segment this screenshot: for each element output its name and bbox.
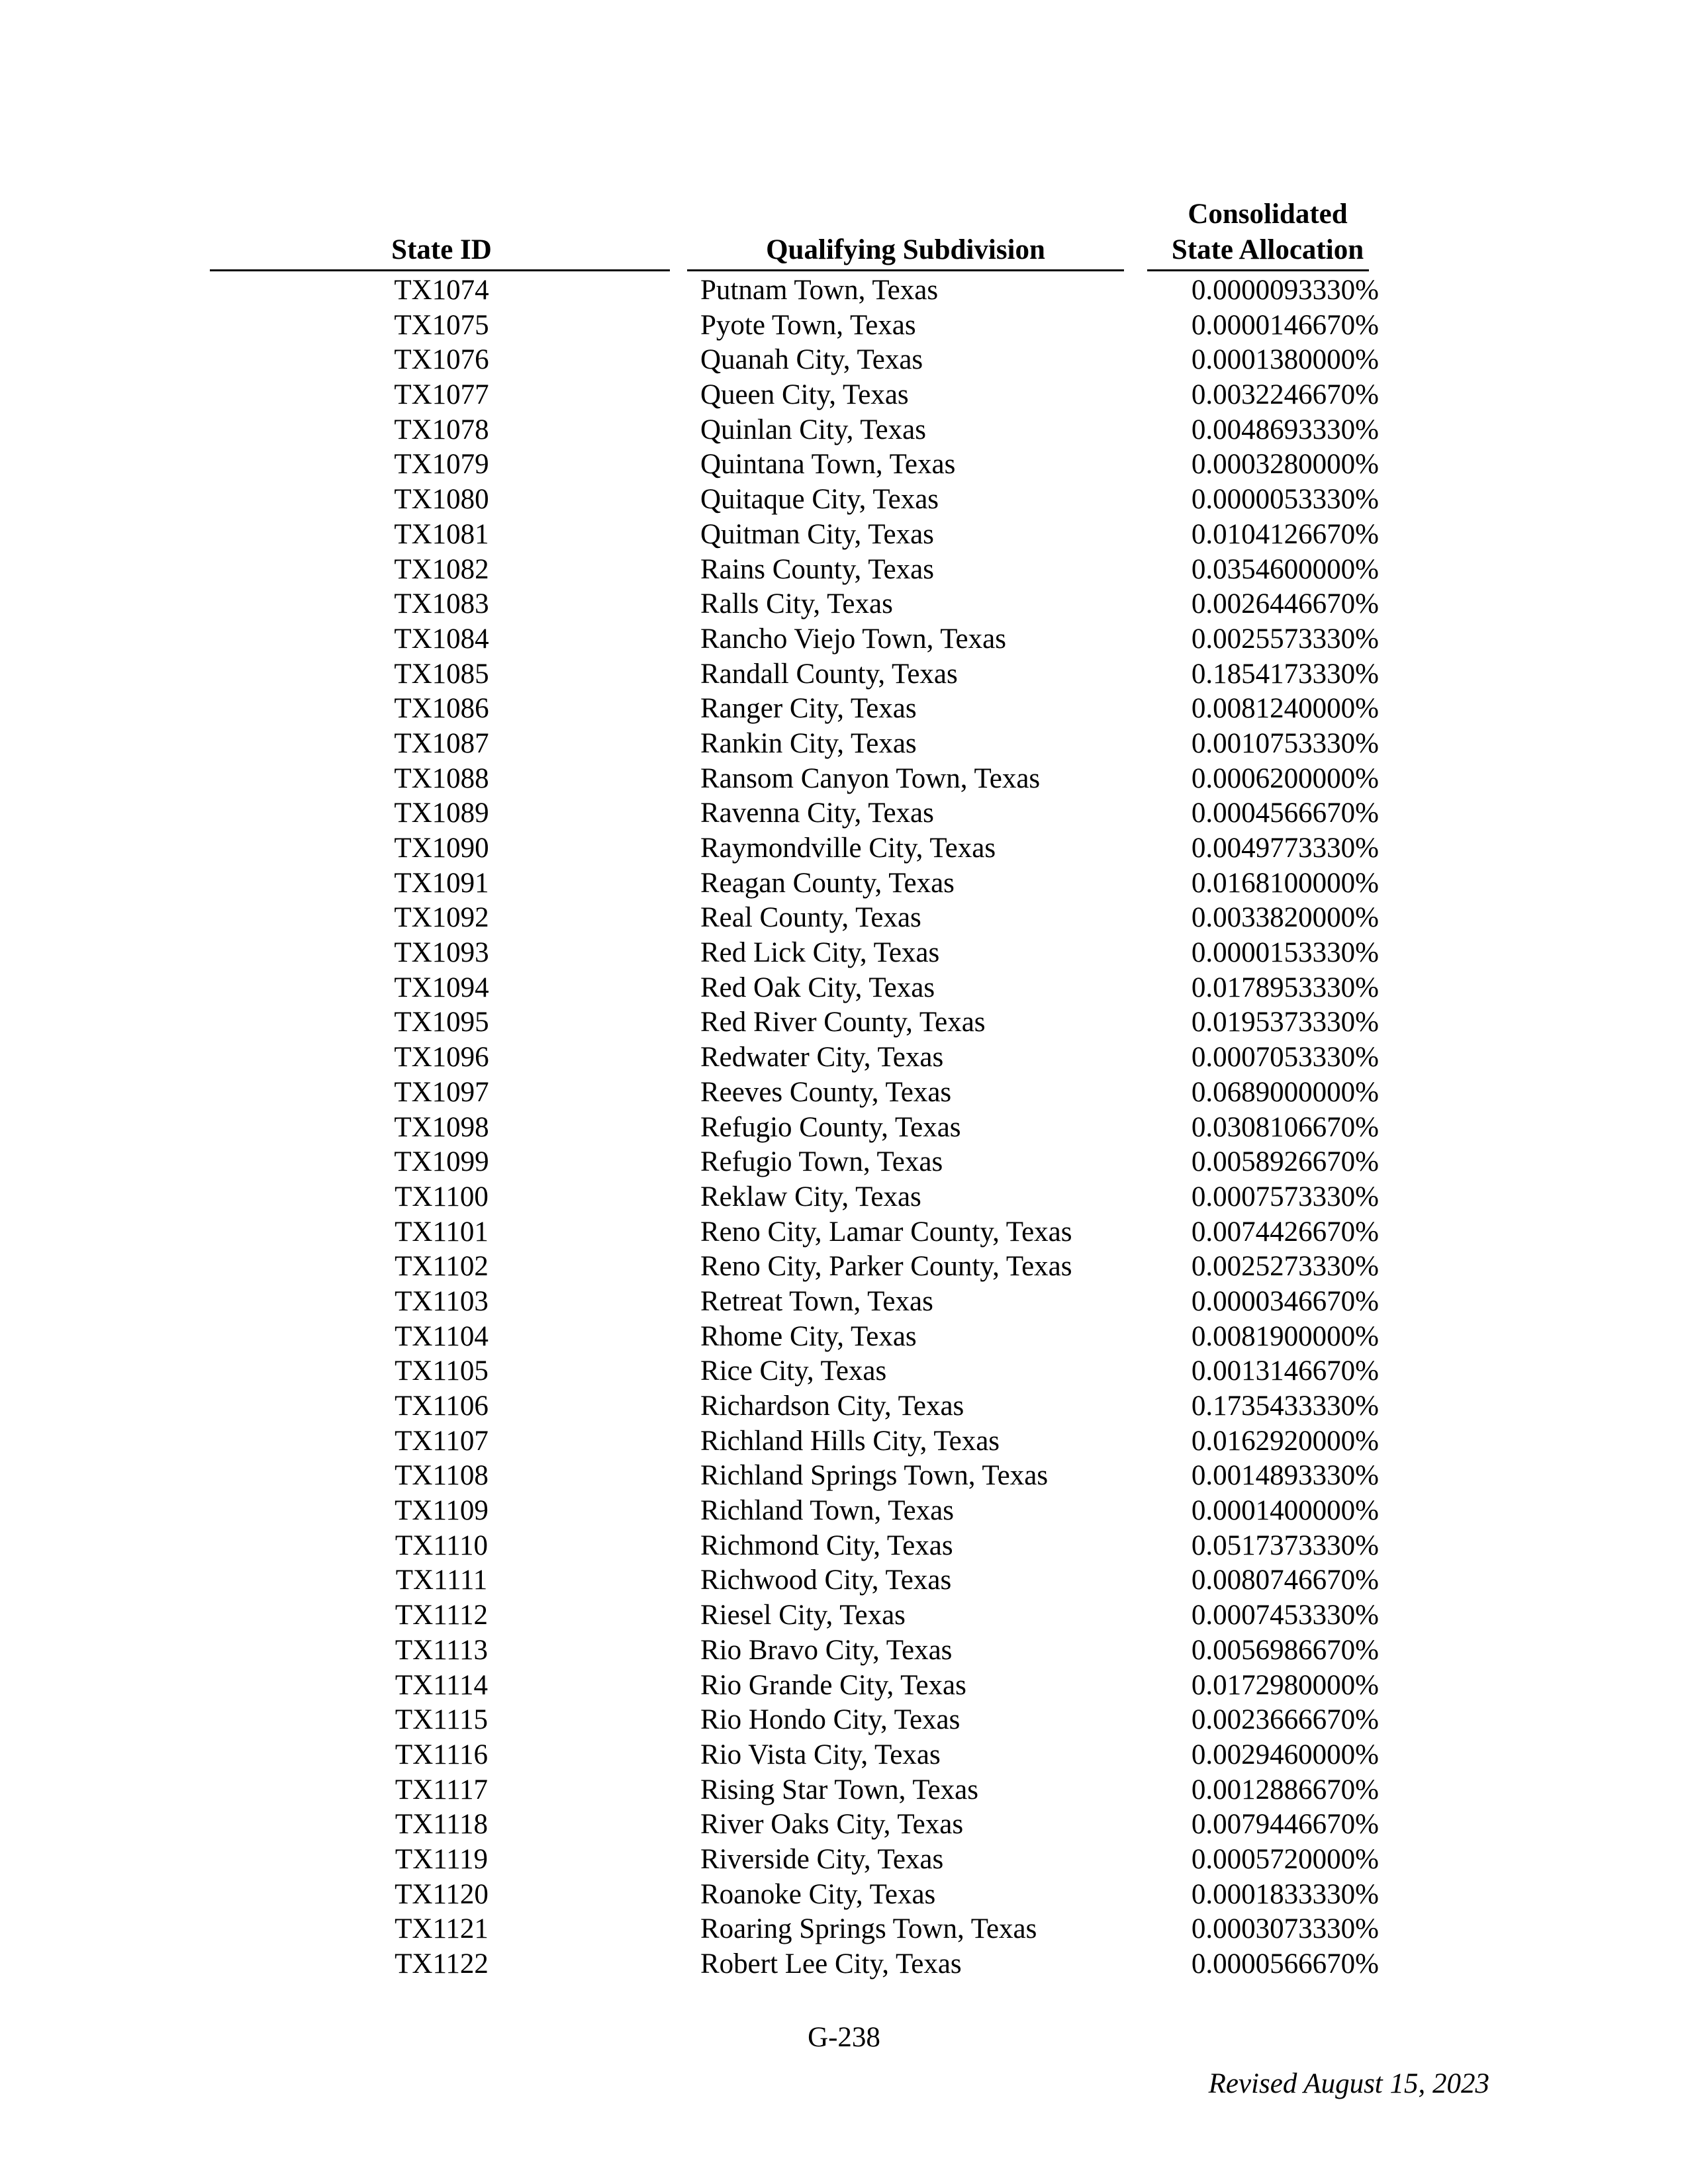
- table-row: [0, 553, 1688, 588]
- subdivision-cell: Rio Grande City, Texas: [700, 1669, 966, 1701]
- allocation-cell: 0.0007453330%: [1191, 1600, 1379, 1631]
- table-row: [0, 343, 1688, 378]
- state-id-cell: TX1081: [394, 518, 489, 550]
- subdivision-cell: Quintana Town, Texas: [700, 449, 956, 480]
- allocation-cell: 0.0000346670%: [1191, 1285, 1379, 1317]
- subdivision-cell: Rankin City, Texas: [700, 727, 917, 759]
- allocation-cell: 0.0162920000%: [1191, 1425, 1379, 1457]
- state-id-cell: TX1096: [394, 1042, 489, 1073]
- allocation-cell: 0.0049773330%: [1191, 833, 1379, 864]
- allocation-cell: 0.0178953330%: [1191, 972, 1379, 1003]
- table-row: [0, 1529, 1688, 1564]
- subdivision-cell: Richland Hills City, Texas: [700, 1425, 1000, 1457]
- state-id-cell: TX1088: [394, 762, 489, 794]
- table-row: [0, 1633, 1688, 1668]
- header-rule-allocation: [1147, 269, 1369, 271]
- subdivision-cell: Redwater City, Texas: [700, 1042, 944, 1073]
- subdivision-cell: Rancho Viejo Town, Texas: [700, 623, 1006, 655]
- subdivision-cell: Putnam Town, Texas: [700, 275, 939, 306]
- allocation-cell: 0.0003280000%: [1191, 449, 1379, 480]
- allocation-cell: 0.0001380000%: [1191, 344, 1379, 376]
- allocation-cell: 0.0007053330%: [1191, 1042, 1379, 1073]
- subdivision-cell: Rice City, Texas: [700, 1355, 887, 1387]
- subdivision-cell: Ranger City, Texas: [700, 693, 917, 725]
- state-id-cell: TX1099: [394, 1146, 489, 1178]
- state-id-cell: TX1083: [394, 588, 489, 620]
- allocation-cell: 0.0308106670%: [1191, 1111, 1379, 1143]
- subdivision-cell: Riverside City, Texas: [700, 1843, 944, 1875]
- allocation-cell: 0.0013146670%: [1191, 1355, 1379, 1387]
- table-row: [0, 1180, 1688, 1215]
- subdivision-cell: Rio Hondo City, Texas: [700, 1704, 961, 1736]
- state-id-cell: TX1106: [395, 1390, 489, 1422]
- allocation-cell: 0.0354600000%: [1191, 553, 1379, 585]
- state-id-cell: TX1078: [394, 414, 489, 445]
- header-qualifying-subdivision: Qualifying Subdivision: [766, 234, 1045, 265]
- subdivision-cell: Quitman City, Texas: [700, 518, 934, 550]
- state-id-cell: TX1120: [395, 1878, 489, 1910]
- subdivision-cell: Refugio County, Texas: [700, 1111, 961, 1143]
- state-id-cell: TX1090: [394, 833, 489, 864]
- table-row: [0, 413, 1688, 448]
- table-row: [0, 1424, 1688, 1459]
- table-row: [0, 1494, 1688, 1529]
- table-row: [0, 1843, 1688, 1878]
- table-row: [0, 971, 1688, 1006]
- allocation-cell: 0.0104126670%: [1191, 518, 1379, 550]
- subdivision-cell: Reeves County, Texas: [700, 1076, 952, 1108]
- table-row: [0, 1389, 1688, 1424]
- state-id-cell: TX1122: [395, 1948, 489, 1979]
- state-id-cell: TX1110: [395, 1529, 489, 1561]
- state-id-cell: TX1085: [394, 658, 489, 690]
- allocation-cell: 0.0081240000%: [1191, 693, 1379, 725]
- state-id-cell: TX1074: [394, 275, 489, 306]
- subdivision-cell: Pyote Town, Texas: [700, 309, 916, 341]
- allocation-cell: 0.1735433330%: [1191, 1390, 1379, 1422]
- allocation-cell: 0.0168100000%: [1191, 867, 1379, 899]
- revised-date: Revised August 15, 2023: [1208, 2068, 1489, 2099]
- state-id-cell: TX1119: [395, 1843, 489, 1875]
- subdivision-cell: Reno City, Lamar County, Texas: [700, 1216, 1072, 1248]
- allocation-cell: 0.0005720000%: [1191, 1843, 1379, 1875]
- subdivision-cell: Raymondville City, Texas: [700, 833, 996, 864]
- state-id-cell: TX1118: [395, 1809, 489, 1841]
- header-allocation-line2: State Allocation: [1171, 234, 1364, 265]
- table-row: [0, 1912, 1688, 1947]
- subdivision-cell: Richardson City, Texas: [700, 1390, 964, 1422]
- subdivision-cell: Red River County, Texas: [700, 1007, 986, 1038]
- allocation-cell: 0.0026446670%: [1191, 588, 1379, 620]
- table-row: [0, 1285, 1688, 1320]
- table-row: [0, 482, 1688, 518]
- state-id-cell: TX1097: [394, 1076, 489, 1108]
- table-row: [0, 1005, 1688, 1040]
- table-row: [0, 1878, 1688, 1913]
- state-id-cell: TX1104: [395, 1320, 489, 1352]
- subdivision-cell: Reno City, Parker County, Texas: [700, 1251, 1072, 1283]
- allocation-cell: 0.0080746670%: [1191, 1565, 1379, 1596]
- state-id-cell: TX1089: [394, 797, 489, 829]
- table-row: [0, 1703, 1688, 1738]
- state-id-cell: TX1082: [394, 553, 489, 585]
- allocation-cell: 0.0003073330%: [1191, 1913, 1379, 1945]
- state-id-cell: TX1100: [395, 1181, 489, 1212]
- subdivision-cell: Rains County, Texas: [700, 553, 934, 585]
- allocation-cell: 0.0000053330%: [1191, 484, 1379, 516]
- allocation-cell: 0.0025573330%: [1191, 623, 1379, 655]
- allocation-cell: 0.0025273330%: [1191, 1251, 1379, 1283]
- table-row: [0, 1563, 1688, 1598]
- table-row: [0, 273, 1688, 308]
- subdivision-cell: Rhome City, Texas: [700, 1320, 917, 1352]
- table-row: [0, 587, 1688, 622]
- allocation-cell: 0.0000146670%: [1191, 309, 1379, 341]
- table-row: [0, 1773, 1688, 1808]
- subdivision-cell: Ravenna City, Texas: [700, 797, 934, 829]
- allocation-cell: 0.0056986670%: [1191, 1634, 1379, 1666]
- state-id-cell: TX1113: [395, 1634, 489, 1666]
- table-row: [0, 1354, 1688, 1389]
- state-id-cell: TX1107: [395, 1425, 489, 1457]
- allocation-cell: 0.0029460000%: [1191, 1739, 1379, 1770]
- subdivision-cell: River Oaks City, Texas: [700, 1809, 964, 1841]
- allocation-cell: 0.0517373330%: [1191, 1529, 1379, 1561]
- subdivision-cell: Roanoke City, Texas: [700, 1878, 936, 1910]
- state-id-cell: TX1086: [394, 693, 489, 725]
- subdivision-cell: Retreat Town, Texas: [700, 1285, 933, 1317]
- page-number: G-238: [808, 2022, 880, 2053]
- state-id-cell: TX1079: [394, 449, 489, 480]
- allocation-cell: 0.0689000000%: [1191, 1076, 1379, 1108]
- state-id-cell: TX1076: [394, 344, 489, 376]
- allocation-cell: 0.0023666670%: [1191, 1704, 1379, 1736]
- allocation-cell: 0.0000566670%: [1191, 1948, 1379, 1979]
- state-id-cell: TX1103: [395, 1285, 489, 1317]
- subdivision-cell: Ransom Canyon Town, Texas: [700, 762, 1041, 794]
- subdivision-cell: Queen City, Texas: [700, 379, 909, 411]
- table-row: [0, 1111, 1688, 1146]
- table-row: [0, 901, 1688, 936]
- allocation-cell: 0.0006200000%: [1191, 762, 1379, 794]
- table-row: [0, 1459, 1688, 1494]
- state-id-cell: TX1094: [394, 972, 489, 1003]
- table-row: [0, 1947, 1688, 1982]
- table-row: [0, 1668, 1688, 1704]
- subdivision-cell: Richwood City, Texas: [700, 1565, 952, 1596]
- allocation-cell: 0.0079446670%: [1191, 1809, 1379, 1841]
- state-id-cell: TX1109: [395, 1495, 489, 1527]
- table-row: [0, 1738, 1688, 1773]
- header-rule-subdivision: [687, 269, 1124, 271]
- subdivision-cell: Reklaw City, Texas: [700, 1181, 921, 1212]
- allocation-cell: 0.0004566670%: [1191, 797, 1379, 829]
- state-id-cell: TX1114: [395, 1669, 489, 1701]
- allocation-cell: 0.0014893330%: [1191, 1460, 1379, 1492]
- subdivision-cell: Rising Star Town, Texas: [700, 1774, 979, 1805]
- allocation-cell: 0.0010753330%: [1191, 727, 1379, 759]
- allocation-cell: 0.0048693330%: [1191, 414, 1379, 445]
- allocation-cell: 0.0001400000%: [1191, 1495, 1379, 1527]
- state-id-cell: TX1092: [394, 902, 489, 934]
- table-row: [0, 831, 1688, 866]
- allocation-cell: 0.0081900000%: [1191, 1320, 1379, 1352]
- table-body: [0, 273, 1688, 1982]
- table-row: [0, 1598, 1688, 1633]
- subdivision-cell: Randall County, Texas: [700, 658, 958, 690]
- subdivision-cell: Rio Vista City, Texas: [700, 1739, 941, 1770]
- table-row: [0, 866, 1688, 901]
- table-row: [0, 762, 1688, 797]
- table-row: [0, 657, 1688, 692]
- allocation-cell: 0.0000093330%: [1191, 275, 1379, 306]
- table-row: [0, 378, 1688, 413]
- table-row: [0, 727, 1688, 762]
- table-row: [0, 447, 1688, 482]
- header-state-id: State ID: [391, 234, 492, 265]
- allocation-cell: 0.0000153330%: [1191, 937, 1379, 969]
- allocation-cell: 0.0001833330%: [1191, 1878, 1379, 1910]
- state-id-cell: TX1091: [394, 867, 489, 899]
- allocation-cell: 0.0033820000%: [1191, 902, 1379, 934]
- state-id-cell: TX1093: [394, 937, 489, 969]
- table-row: [0, 622, 1688, 657]
- allocation-cell: 0.0195373330%: [1191, 1007, 1379, 1038]
- subdivision-cell: Robert Lee City, Texas: [700, 1948, 962, 1979]
- subdivision-cell: Red Oak City, Texas: [700, 972, 935, 1003]
- table-row: [0, 936, 1688, 971]
- state-id-cell: TX1111: [395, 1565, 488, 1596]
- state-id-cell: TX1112: [395, 1600, 489, 1631]
- state-id-cell: TX1095: [394, 1007, 489, 1038]
- table-row: [0, 1075, 1688, 1111]
- allocation-cell: 0.0058926670%: [1191, 1146, 1379, 1178]
- table-row: [0, 1215, 1688, 1250]
- subdivision-cell: Reagan County, Texas: [700, 867, 955, 899]
- subdivision-cell: Richland Springs Town, Texas: [700, 1460, 1049, 1492]
- table-row: [0, 1040, 1688, 1075]
- subdivision-cell: Quanah City, Texas: [700, 344, 923, 376]
- state-id-cell: TX1077: [394, 379, 489, 411]
- subdivision-cell: Red Lick City, Texas: [700, 937, 940, 969]
- state-id-cell: TX1084: [394, 623, 489, 655]
- state-id-cell: TX1117: [395, 1774, 489, 1805]
- subdivision-cell: Ralls City, Texas: [700, 588, 893, 620]
- subdivision-cell: Roaring Springs Town, Texas: [700, 1913, 1037, 1945]
- allocation-cell: 0.1854173330%: [1191, 658, 1379, 690]
- subdivision-cell: Refugio Town, Texas: [700, 1146, 943, 1178]
- table-row: [0, 1145, 1688, 1180]
- state-id-cell: TX1108: [395, 1460, 489, 1492]
- table-row: [0, 308, 1688, 343]
- state-id-cell: TX1075: [394, 309, 489, 341]
- subdivision-cell: Rio Bravo City, Texas: [700, 1634, 953, 1666]
- table-row: [0, 1320, 1688, 1355]
- subdivision-cell: Riesel City, Texas: [700, 1600, 906, 1631]
- state-id-cell: TX1087: [394, 727, 489, 759]
- allocation-cell: 0.0074426670%: [1191, 1216, 1379, 1248]
- state-id-cell: TX1098: [394, 1111, 489, 1143]
- subdivision-cell: Real County, Texas: [700, 902, 921, 934]
- allocation-cell: 0.0007573330%: [1191, 1181, 1379, 1212]
- state-id-cell: TX1121: [395, 1913, 489, 1945]
- state-id-cell: TX1105: [395, 1355, 489, 1387]
- state-id-cell: TX1102: [395, 1251, 489, 1283]
- subdivision-cell: Richland Town, Texas: [700, 1495, 954, 1527]
- table-row: [0, 796, 1688, 831]
- subdivision-cell: Quitaque City, Texas: [700, 484, 939, 516]
- subdivision-cell: Quinlan City, Texas: [700, 414, 926, 445]
- allocation-cell: 0.0172980000%: [1191, 1669, 1379, 1701]
- subdivision-cell: Richmond City, Texas: [700, 1529, 953, 1561]
- table-row: [0, 1807, 1688, 1843]
- header-allocation-line1: Consolidated: [1188, 199, 1348, 230]
- allocation-cell: 0.0032246670%: [1191, 379, 1379, 411]
- state-id-cell: TX1115: [395, 1704, 489, 1736]
- allocation-cell: 0.0012886670%: [1191, 1774, 1379, 1805]
- table-row: [0, 1250, 1688, 1285]
- header-rule-state-id: [210, 269, 670, 271]
- state-id-cell: TX1116: [395, 1739, 489, 1770]
- state-id-cell: TX1080: [394, 484, 489, 516]
- table-row: [0, 692, 1688, 727]
- state-id-cell: TX1101: [395, 1216, 489, 1248]
- table-row: [0, 518, 1688, 553]
